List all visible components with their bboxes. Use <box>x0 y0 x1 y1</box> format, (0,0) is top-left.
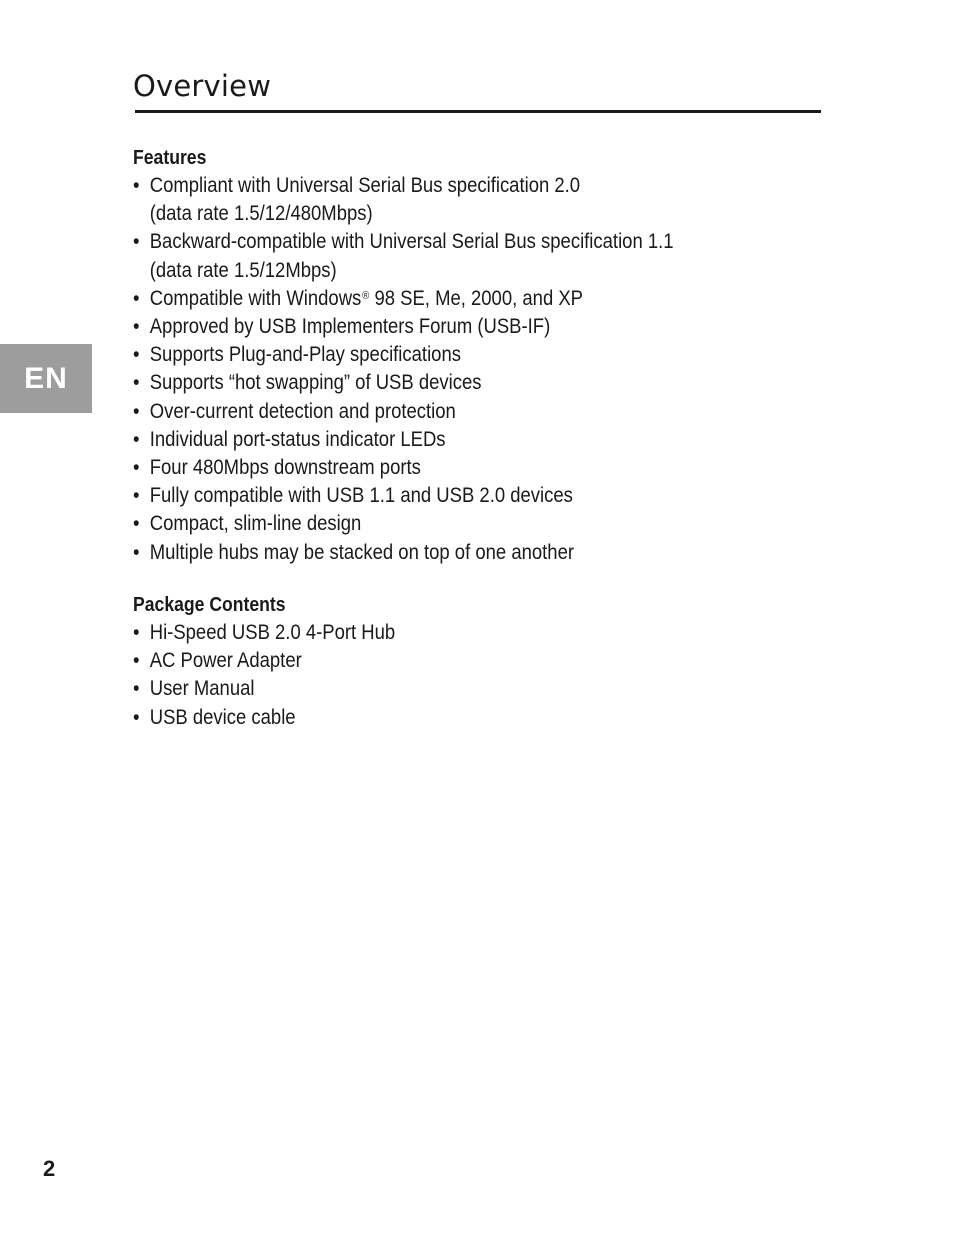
list-item <box>133 482 674 510</box>
list-item-text: Supports “hot swapping” of USB devices <box>149 371 482 395</box>
list-item-text: USB device cable <box>149 705 296 729</box>
bullet-icon: • <box>133 371 140 395</box>
bullet-icon: • <box>133 540 140 564</box>
language-tab <box>0 344 92 413</box>
list-item <box>133 369 674 397</box>
list-item-text: Supports Plug-and-Play specifications <box>149 343 461 367</box>
package-contents-heading: Package Contents <box>133 594 286 616</box>
bullet-icon: • <box>133 230 140 254</box>
page-title: Overview <box>133 69 272 103</box>
list-item-text-suffix: 98 SE, Me, 2000, and XP <box>369 286 584 310</box>
bullet-icon: • <box>133 427 140 451</box>
list-item-text: User Manual <box>149 677 255 701</box>
list-item-text-continued: (data rate 1.5/12Mbps) <box>149 258 337 282</box>
list-item-text-continued: (data rate 1.5/12/480Mbps) <box>149 202 373 226</box>
registered-mark: ® <box>362 289 370 302</box>
list-item <box>133 647 395 675</box>
list-item-text: Multiple hubs may be stacked on top of one another <box>149 540 575 564</box>
list-item <box>133 313 674 341</box>
bullet-icon: • <box>133 484 140 508</box>
bullet-icon: • <box>133 174 140 197</box>
list-item-text: Four 480Mbps downstream ports <box>149 456 421 480</box>
list-item <box>133 539 674 567</box>
bullet-icon: • <box>133 315 140 339</box>
features-section <box>133 144 674 567</box>
list-item <box>133 675 395 703</box>
list-item <box>133 426 674 454</box>
list-item-text: Over-current detection and protection <box>149 399 456 423</box>
list-item-text: Compact, slim-line design <box>149 512 362 536</box>
list-item <box>133 454 674 482</box>
bullet-icon: • <box>133 621 140 644</box>
page-number: 2 <box>43 1156 56 1181</box>
bullet-icon: • <box>133 512 140 536</box>
bullet-icon: • <box>133 649 140 673</box>
list-item-text: Hi-Speed USB 2.0 4-Port Hub <box>149 621 396 644</box>
list-item <box>133 228 674 284</box>
package-contents-section <box>133 591 395 732</box>
list-item <box>133 510 674 538</box>
list-item <box>133 285 674 313</box>
bullet-icon: • <box>133 286 140 310</box>
bullet-icon: • <box>133 456 140 480</box>
list-item-text: Compatible with Windows <box>149 286 362 310</box>
features-list <box>133 172 674 567</box>
list-item <box>133 704 395 732</box>
list-item-text: Fully compatible with USB 1.1 and USB 2.0 devices <box>149 484 573 508</box>
list-item-text: Backward-compatible with Universal Serial Bus specification 1.1 <box>149 230 674 254</box>
list-item-text: Individual port-status indicator LEDs <box>149 427 446 451</box>
list-item <box>133 619 395 647</box>
bullet-icon: • <box>133 343 140 367</box>
bullet-icon: • <box>133 399 140 423</box>
bullet-icon: • <box>133 705 140 729</box>
features-heading: Features <box>133 147 207 169</box>
title-divider <box>135 110 821 113</box>
list-item <box>133 172 674 228</box>
list-item <box>133 341 674 369</box>
language-tab-label: EN <box>24 361 68 395</box>
list-item-text: Compliant with Universal Serial Bus specification 2.0 <box>149 174 581 197</box>
list-item <box>133 398 674 426</box>
list-item-text: AC Power Adapter <box>149 649 302 673</box>
package-contents-list <box>133 619 395 732</box>
list-item-text: Approved by USB Implementers Forum (USB-IF) <box>149 315 551 339</box>
bullet-icon: • <box>133 677 140 701</box>
